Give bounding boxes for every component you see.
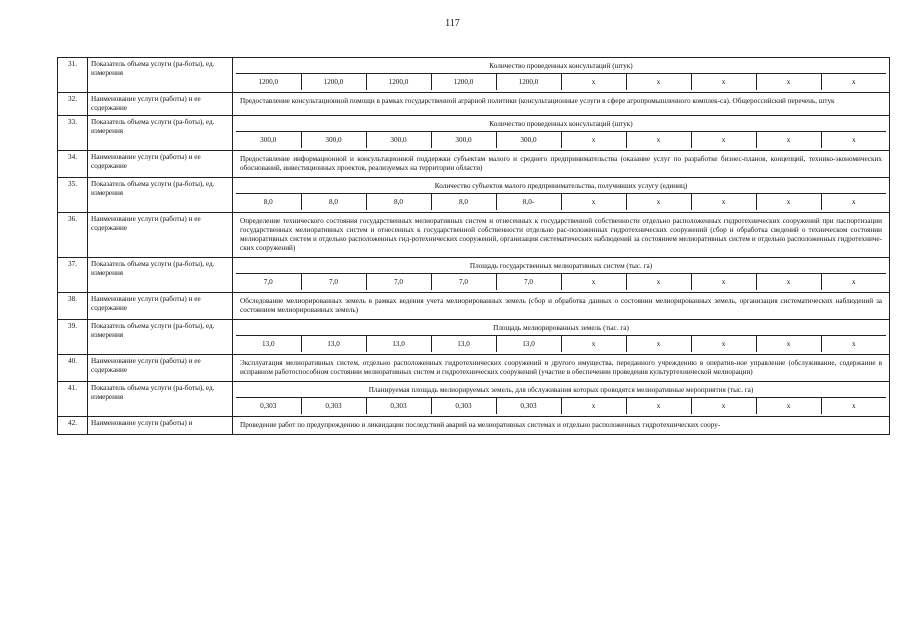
values-row <box>236 74 886 90</box>
row-number: 40. <box>58 355 88 382</box>
indicator-values <box>236 194 886 210</box>
indicator-title: Площадь государственных мелиоративных систем (тыс. га) <box>236 260 886 274</box>
value-cell: 8,0 <box>431 194 496 210</box>
page-number: 117 <box>445 18 460 29</box>
row-label: Показатель объема услуги (ра-боты), ед. измерения <box>88 58 233 93</box>
service-row <box>58 151 890 178</box>
service-description: Предоставление консультационной помощи в рамках государственной аграрной политики (консультационные услуги в сфере агропромышленного комплек-са). Общероссийский перечень, штук <box>240 97 835 105</box>
value-cell: 13,0 <box>366 336 431 352</box>
row-number: 34. <box>58 151 88 178</box>
value-cell: 0,303 <box>496 398 561 414</box>
value-cell: х <box>691 132 756 148</box>
services-table-body <box>58 58 890 435</box>
value-cell: 300,0 <box>496 132 561 148</box>
values-row <box>236 398 886 414</box>
row-number: 37. <box>58 258 88 293</box>
value-cell: 300,0 <box>431 132 496 148</box>
value-cell: х <box>561 274 626 290</box>
value-cell: х <box>691 398 756 414</box>
value-cell: х <box>756 398 821 414</box>
value-cell: 8,0 <box>366 194 431 210</box>
row-label: Наименование услуги (работы) и ее содержание <box>88 151 233 178</box>
row-label: Показатель объема услуги (ра-боты), ед. измерения <box>88 382 233 417</box>
service-description: Предоставление информационной и консультационной поддержки субъектам малого и среднего предпринимательства (оказание услуг по разработке бизнес-планов, концепций, технико-экономических обоснований, инвестиционных проектов, реализуемых на территории области) <box>240 155 882 172</box>
values-row <box>236 132 886 148</box>
row-number: 36. <box>58 213 88 258</box>
row-label: Показатель объема услуги (ра-боты), ед. измерения <box>88 178 233 213</box>
value-cell: х <box>626 132 691 148</box>
indicator-row <box>58 178 890 213</box>
row-number: 42. <box>58 417 88 435</box>
row-label: Показатель объема услуги (ра-боты), ед. измерения <box>88 258 233 293</box>
value-cell: 1200,0 <box>431 74 496 90</box>
row-content <box>233 417 890 435</box>
value-cell: х <box>756 194 821 210</box>
row-content <box>233 293 890 320</box>
value-cell: х <box>821 274 886 290</box>
row-content <box>233 178 890 213</box>
value-cell: 1200,0 <box>496 74 561 90</box>
value-cell: х <box>561 194 626 210</box>
value-cell: х <box>561 336 626 352</box>
value-cell: 7,0 <box>366 274 431 290</box>
row-number: 32. <box>58 93 88 116</box>
value-cell: 1200,0 <box>301 74 366 90</box>
value-cell: 13,0 <box>431 336 496 352</box>
service-description: Проведение работ по предупреждению и ликвидации последствий аварий на мелиоративных системах и отдельно расположенных гидротехнических соору- <box>240 421 721 429</box>
value-cell: 0,303 <box>301 398 366 414</box>
indicator-row <box>58 258 890 293</box>
service-row <box>58 293 890 320</box>
row-label: Наименование услуги (работы) и ее содержание <box>88 355 233 382</box>
value-cell: 300,0 <box>301 132 366 148</box>
indicator-values <box>236 132 886 148</box>
service-row <box>58 417 890 435</box>
row-content <box>233 151 890 178</box>
row-number: 35. <box>58 178 88 213</box>
indicator-values <box>236 74 886 90</box>
service-description: Определение технического состояния государственных мелиоративных систем и отнесенных к государственной собственности отдельно расположенных гидротехнических сооружений при паспортизации государственных мелиоративных систем и отнесенных к государственной собственности отдельно рас-положенных гидротехнических сооружений (сбор и обработка сведений о техническом состоянии мелиоративных систем и отдельно расположенных гид-ротехнических сооружений, организация систематических наблюдений за состоянием мелиоративных систем и отдельно расположенных гидротехниче-ских сооружений) <box>240 217 882 252</box>
value-cell: 8,0 <box>301 194 366 210</box>
value-cell: х <box>821 194 886 210</box>
row-number: 33. <box>58 116 88 151</box>
indicator-values <box>236 336 886 352</box>
value-cell: х <box>691 194 756 210</box>
row-number: 41. <box>58 382 88 417</box>
indicator-row <box>58 320 890 355</box>
service-row <box>58 355 890 382</box>
indicator-title: Количество проведенных консультаций (штук) <box>236 60 886 74</box>
value-cell: 7,0 <box>301 274 366 290</box>
indicator-row <box>58 58 890 93</box>
value-cell: 13,0 <box>301 336 366 352</box>
value-cell: х <box>821 336 886 352</box>
value-cell: 1200,0 <box>366 74 431 90</box>
value-cell: х <box>626 194 691 210</box>
indicator-row <box>58 116 890 151</box>
row-label: Наименование услуги (работы) и ее содержание <box>88 93 233 116</box>
row-number: 38. <box>58 293 88 320</box>
value-cell: 0,303 <box>431 398 496 414</box>
row-content <box>233 258 890 293</box>
service-row <box>58 93 890 116</box>
row-label: Показатель объема услуги (ра-боты), ед. измерения <box>88 116 233 151</box>
value-cell: х <box>626 398 691 414</box>
values-row <box>236 336 886 352</box>
value-cell: х <box>561 132 626 148</box>
value-cell: х <box>821 74 886 90</box>
service-row <box>58 213 890 258</box>
value-cell: х <box>626 74 691 90</box>
values-row <box>236 274 886 290</box>
row-content <box>233 382 890 417</box>
row-content <box>233 93 890 116</box>
row-content <box>233 320 890 355</box>
value-cell: 0,303 <box>366 398 431 414</box>
value-cell: х <box>691 336 756 352</box>
row-label: Наименование услуги (работы) и <box>88 417 233 435</box>
value-cell: х <box>561 398 626 414</box>
indicator-values <box>236 398 886 414</box>
indicator-title: Площадь мелиорированных земель (тыс. га) <box>236 322 886 336</box>
value-cell: 0,303 <box>260 401 277 410</box>
value-cell: х <box>756 274 821 290</box>
value-cell: х <box>756 336 821 352</box>
services-table <box>57 57 890 435</box>
row-label: Наименование услуги (работы) и ее содержание <box>88 293 233 320</box>
value-cell: 8,0- <box>496 194 561 210</box>
values-row <box>236 194 886 210</box>
value-cell: х <box>691 74 756 90</box>
indicator-values <box>236 274 886 290</box>
value-cell: 7,0 <box>431 274 496 290</box>
value-cell: х <box>821 132 886 148</box>
value-cell: 8,0 <box>263 197 273 206</box>
value-cell: 300,0 <box>366 132 431 148</box>
indicator-title: Количество проведенных консультаций (штук) <box>236 118 886 132</box>
value-cell: х <box>756 132 821 148</box>
indicator-row <box>58 382 890 417</box>
service-description: Обследование мелиорированных земель в рамках ведения учета мелиорированных земель (сбор и обработка данных о состоянии мелиорированных земель, организация систематических наблюдений за состоянием мелиорированных земель) <box>240 297 882 314</box>
row-content <box>233 58 890 93</box>
value-cell: 7,0 <box>263 277 273 286</box>
value-cell: х <box>626 336 691 352</box>
row-content <box>233 355 890 382</box>
row-number: 31. <box>58 58 88 93</box>
value-cell: х <box>691 274 756 290</box>
value-cell: х <box>626 274 691 290</box>
row-label: Показатель объема услуги (ра-боты), ед. измерения <box>88 320 233 355</box>
value-cell: 7,0 <box>496 274 561 290</box>
value-cell: 1200,0 <box>258 77 279 86</box>
value-cell: х <box>561 74 626 90</box>
value-cell: х <box>821 398 886 414</box>
indicator-title: Планируемая площадь мелиорируемых земель, для обслуживания которых проводятся мелиоративные мероприятия (тыс. га) <box>236 384 886 398</box>
row-content <box>233 116 890 151</box>
value-cell: 13,0 <box>496 336 561 352</box>
value-cell: х <box>756 74 821 90</box>
row-content <box>233 213 890 258</box>
service-description: Эксплуатация мелиоративных систем, отдельно расположенных гидротехнических сооружений и другого имущества, переданного учреждению в оператив-ное управление (обслуживание, содержание в исправном работоспособном состоянии мелиоративных систем и гидротехнических сооружений (участие в обеспечении проведения культуртехнической мелиорации) <box>240 359 882 376</box>
row-number: 39. <box>58 320 88 355</box>
row-label: Наименование услуги (работы) и ее содержание <box>88 213 233 258</box>
value-cell: 300,0 <box>260 135 277 144</box>
value-cell: 13,0 <box>261 339 275 348</box>
indicator-title: Количество субъектов малого предпринимательства, получивших услугу (единиц) <box>236 180 886 194</box>
